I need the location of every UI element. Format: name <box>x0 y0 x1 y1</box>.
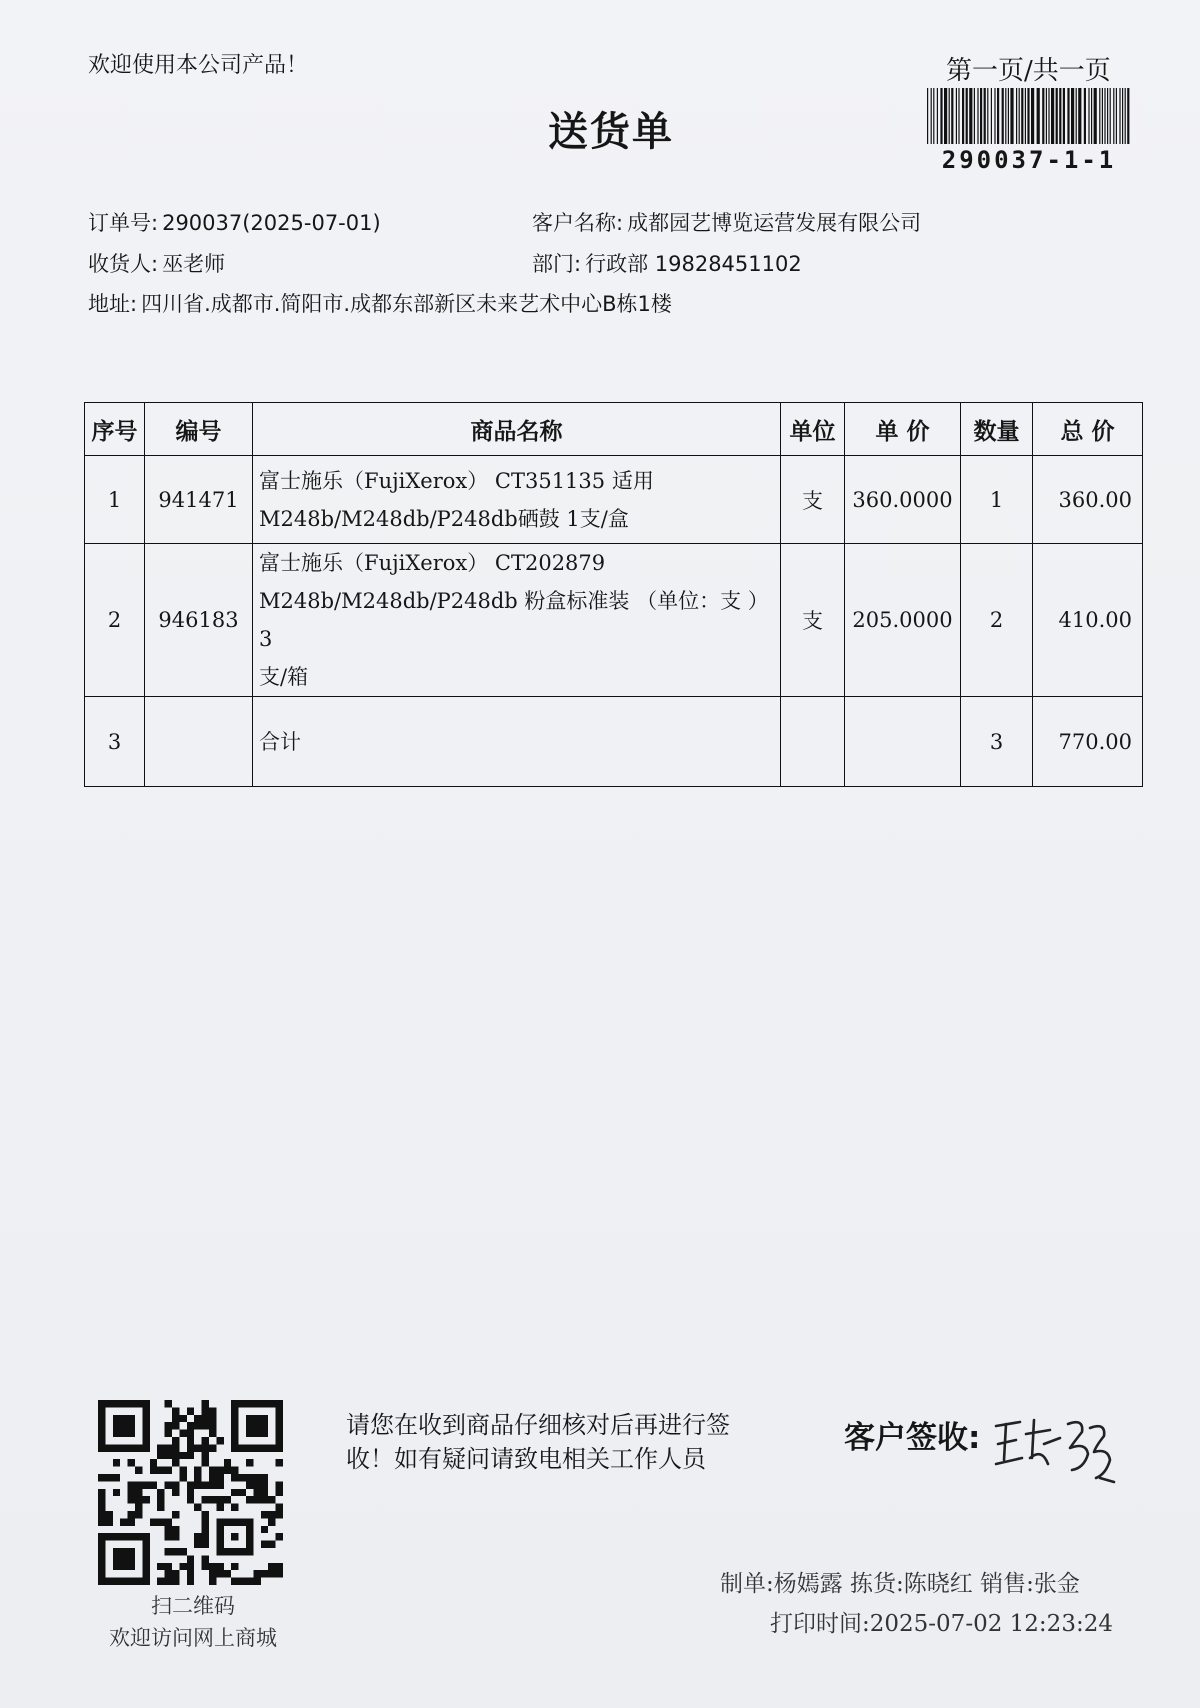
department <box>532 248 802 278</box>
qr-caption-line: 扫二维码 <box>151 1594 235 1618</box>
row-total: 360.00 <box>1033 456 1143 544</box>
row-seq: 2 <box>85 544 145 697</box>
customer-name <box>532 207 921 237</box>
customer-name-value: 成都园艺博览运营发展有限公司 <box>627 211 922 235</box>
order-number-label: 订单号: <box>88 211 159 235</box>
address-value: 四川省.成都市.简阳市.成都东部新区未来艺术中心B栋1楼 <box>141 292 672 316</box>
customer-signature-label: 客户签收: <box>844 1420 981 1456</box>
row-code <box>145 697 253 787</box>
address-label: 地址: <box>88 292 138 316</box>
row-unit <box>781 697 845 787</box>
header-total: 总 价 <box>1033 403 1143 456</box>
order-number <box>88 207 381 237</box>
row-seq: 3 <box>85 697 145 787</box>
row-unit: 支 <box>781 544 845 697</box>
address <box>88 288 672 318</box>
qr-caption-line: 欢迎访问网上商城 <box>109 1626 277 1650</box>
receiver-label: 收货人: <box>88 252 159 276</box>
items-table <box>84 402 1143 787</box>
qr-code <box>98 1400 283 1585</box>
header-quantity: 数量 <box>961 403 1033 456</box>
qr-caption <box>88 1590 298 1654</box>
receiver-value: 巫老师 <box>162 252 226 276</box>
header-product-name: 商品名称 <box>253 403 781 456</box>
row-unit-price <box>845 697 961 787</box>
customer-name-label: 客户名称: <box>532 211 624 235</box>
product-name-line: 富士施乐（FujiXerox） CT351135 适用 <box>259 468 654 493</box>
row-product-name <box>253 456 781 544</box>
order-number-value: 290037(2025-07-01) <box>162 211 381 235</box>
document-title: 送货单 <box>548 108 674 155</box>
row-quantity: 2 <box>961 544 1033 697</box>
welcome-text: 欢迎使用本公司产品！ <box>88 53 309 78</box>
header-unit: 单位 <box>781 403 845 456</box>
table-row <box>85 456 1143 544</box>
staff-info: 制单:杨嫣露 拣货:陈晓红 销售:张金 <box>720 1571 1080 1597</box>
row-unit: 支 <box>781 456 845 544</box>
barcode-number: 290037-1-1 <box>941 146 1117 174</box>
header-seq: 序号 <box>85 403 145 456</box>
product-name-line: 富士施乐（FujiXerox） CT202879 <box>259 551 606 575</box>
row-unit-price: 205.0000 <box>845 544 961 697</box>
row-product-name <box>253 544 781 697</box>
receipt-notice: 请您在收到商品仔细核对后再进行签收！如有疑问请致电相关工作人员 <box>346 1411 730 1473</box>
row-code: 946183 <box>145 544 253 697</box>
row-total: 410.00 <box>1033 544 1143 697</box>
print-time: 打印时间:2025-07-02 12:23:24 <box>770 1611 1113 1637</box>
handwritten-signature <box>990 1408 1120 1488</box>
product-name-line: M248b/M248db/P248db 粉盒标准装 （单位：支 ）3 <box>259 589 769 651</box>
department-value: 行政部 19828451102 <box>585 252 802 276</box>
table-header-row <box>85 403 1143 456</box>
row-unit-price: 360.0000 <box>845 456 961 544</box>
row-total: 770.00 <box>1033 697 1143 787</box>
barcode <box>925 88 1133 144</box>
header-code: 编号 <box>145 403 253 456</box>
row-quantity: 3 <box>961 697 1033 787</box>
table-total-row <box>85 697 1143 787</box>
receiver <box>88 248 225 278</box>
table-row <box>85 544 1143 697</box>
page-info: 第一页/共一页 <box>946 56 1111 86</box>
row-seq: 1 <box>85 456 145 544</box>
row-product-name: 合计 <box>253 697 781 787</box>
product-name-line: M248b/M248db/P248db硒鼓 1支/盒 <box>259 506 629 531</box>
header-unit-price: 单 价 <box>845 403 961 456</box>
row-code: 941471 <box>145 456 253 544</box>
department-label: 部门: <box>532 252 582 276</box>
row-quantity: 1 <box>961 456 1033 544</box>
product-name-line: 支/箱 <box>259 665 309 689</box>
